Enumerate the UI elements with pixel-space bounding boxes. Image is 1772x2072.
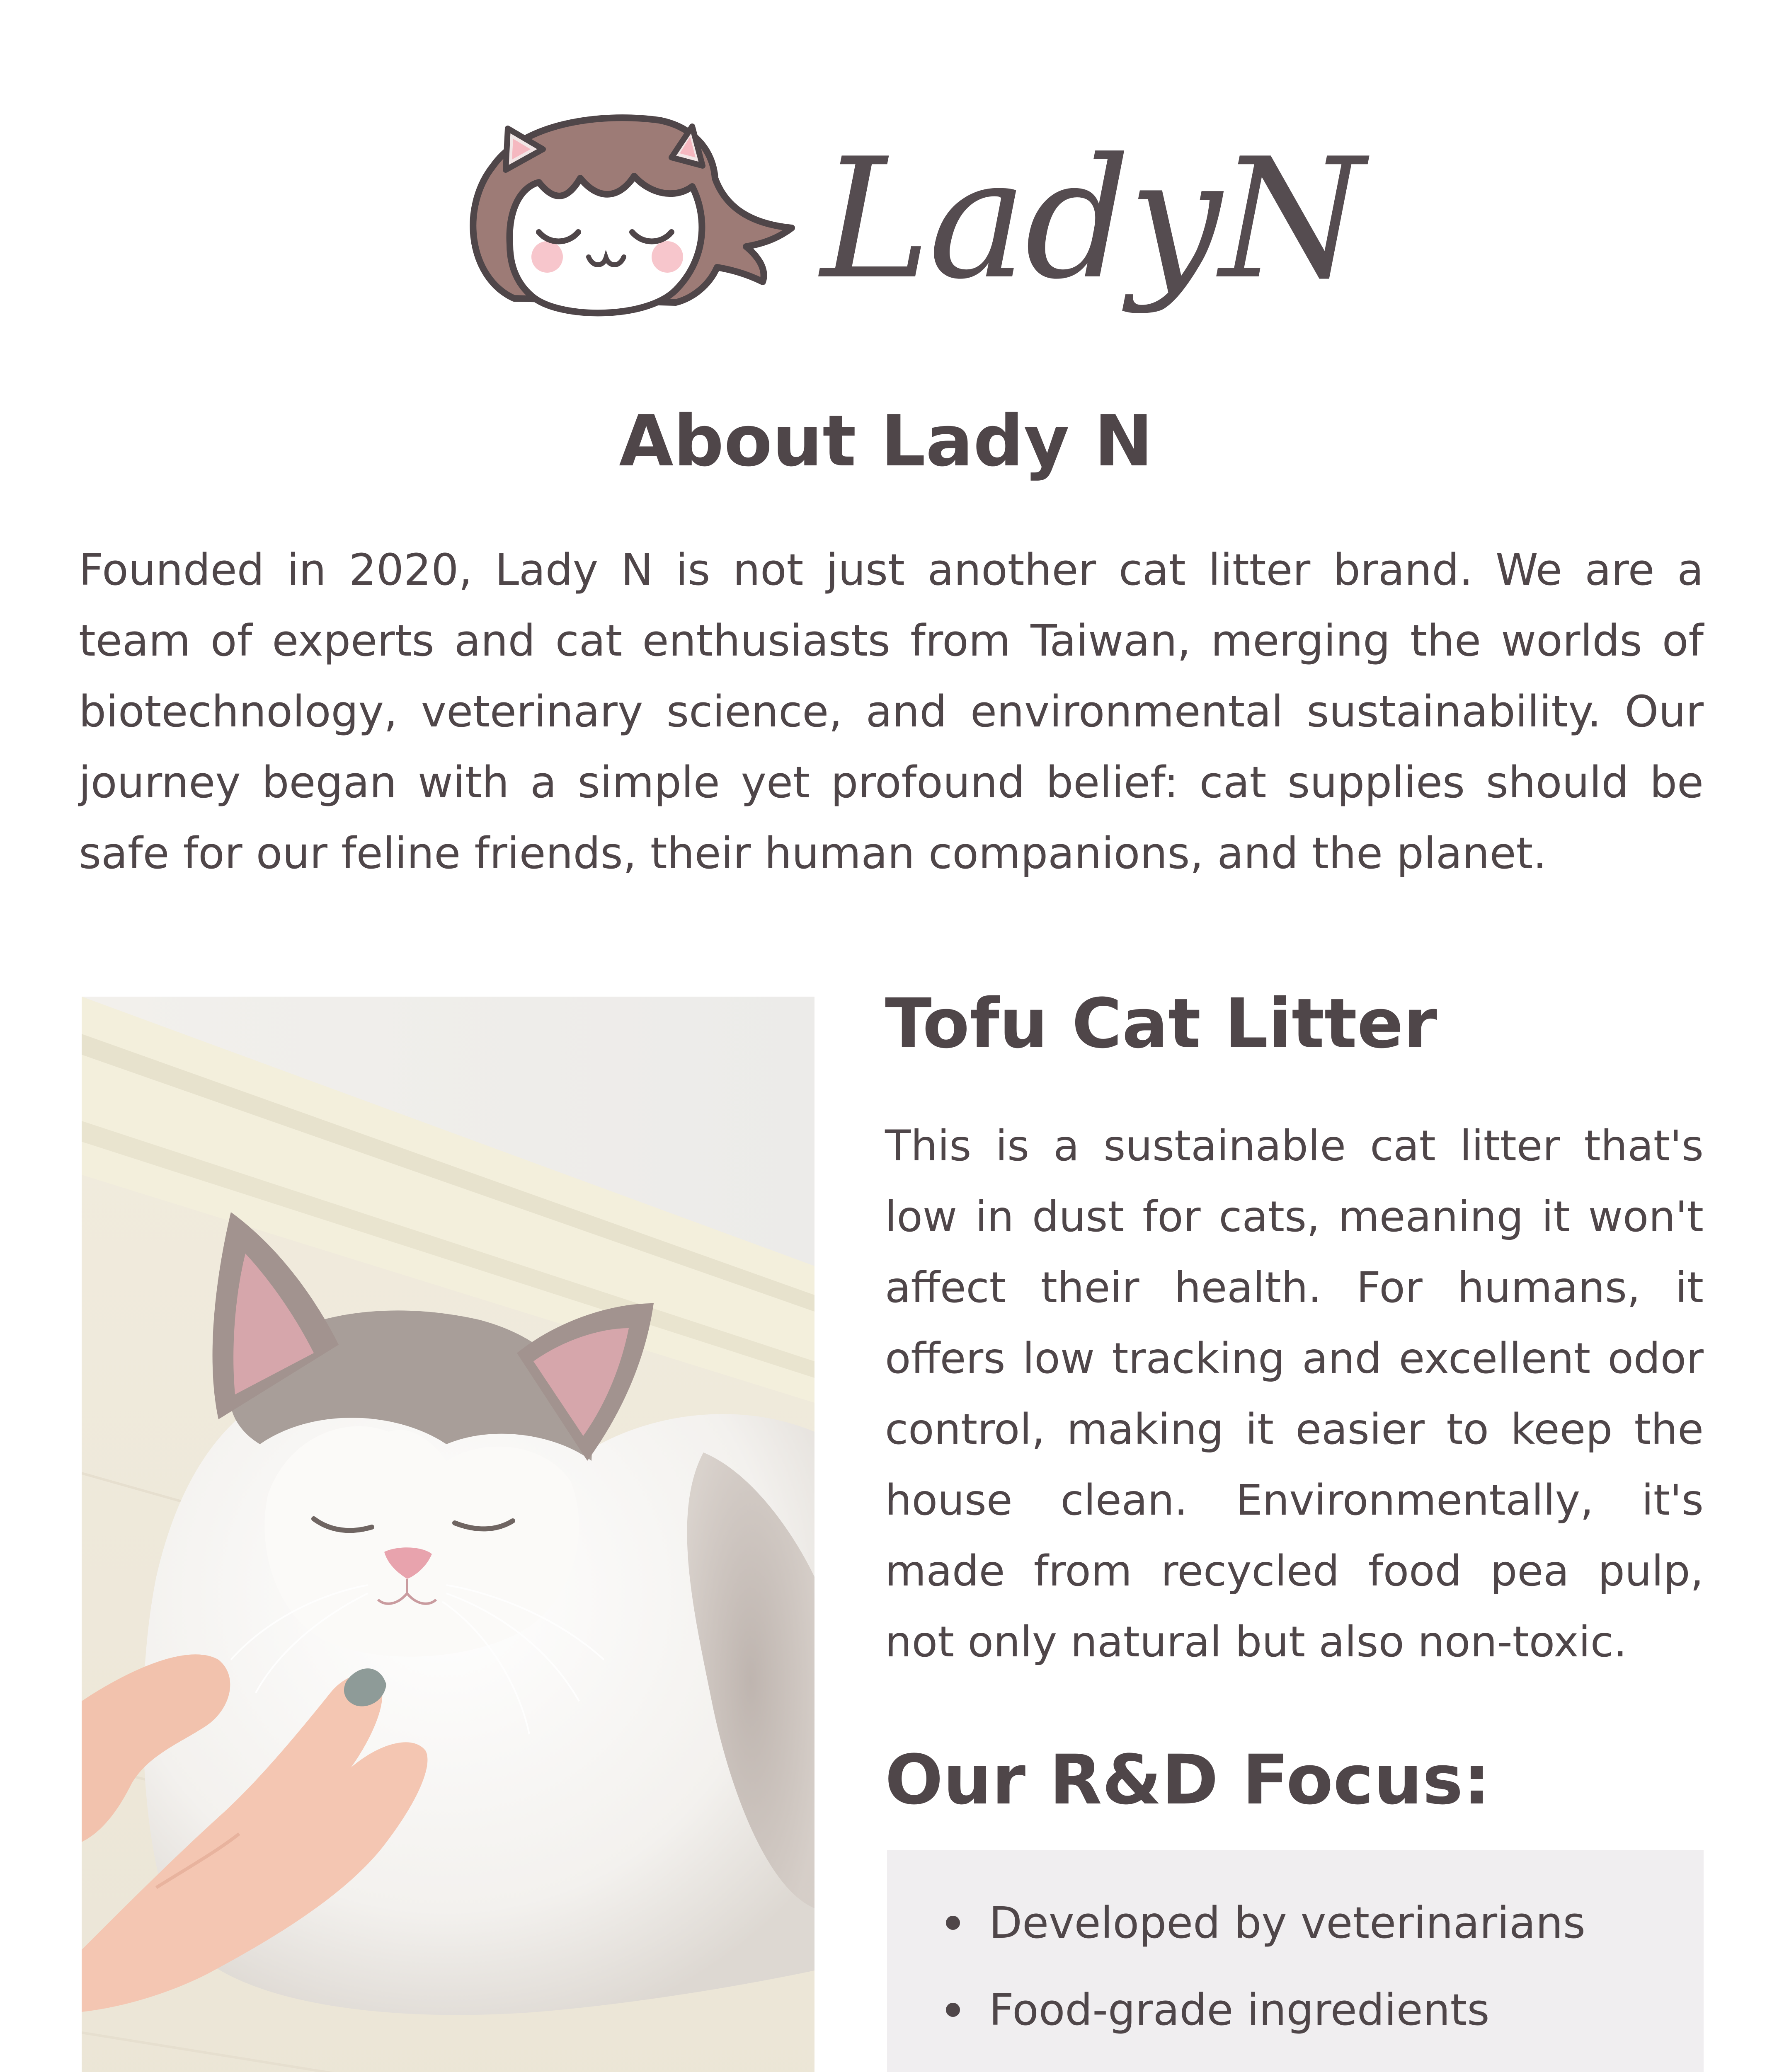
bullet-dot-icon (946, 2003, 960, 2017)
rd-focus-list-box (887, 1850, 1704, 2072)
rd-focus-title: Our R&D Focus: (885, 1740, 1491, 1820)
about-paragraph: Founded in 2020, Lady N is not just another cat litter brand. We are a team of experts and cat enthusiasts from Taiwan, merging the worlds of biotechnology, veterinary science, and environmental sustainability. Our journey began with a simple yet profound belief: cat supplies should be safe for our feline friends, their human companions, and the planet. (79, 545, 1704, 879)
list-item (887, 1966, 1704, 2053)
cat-being-petted-illustration (82, 997, 814, 2072)
bullet-dot-icon (946, 1916, 960, 1930)
rd-focus-list (887, 1879, 1704, 2072)
about-title: About Lady N (619, 400, 1153, 482)
product-description: This is a sustainable cat litter that's low in dust for cats, meaning it won't affect their health. For humans, it offers low tracking and excellent odor control, making it easier to keep the house clean. Environmentally, it's made from recycled food pea pulp, not only natural but also non-toxic. (885, 1121, 1704, 1667)
brand-wordmark: LadyN (821, 123, 1362, 316)
list-item-text: Developed by veterinarians (989, 1898, 1585, 1948)
list-item-text: Food-grade ingredients (989, 1985, 1490, 2035)
list-item (887, 1879, 1704, 1966)
cat-photo (82, 997, 814, 2072)
brand-logo (460, 104, 1362, 336)
sleeping-cat-logo-icon (460, 104, 804, 336)
product-title: Tofu Cat Litter (885, 984, 1437, 1063)
list-item (887, 2053, 1704, 2072)
